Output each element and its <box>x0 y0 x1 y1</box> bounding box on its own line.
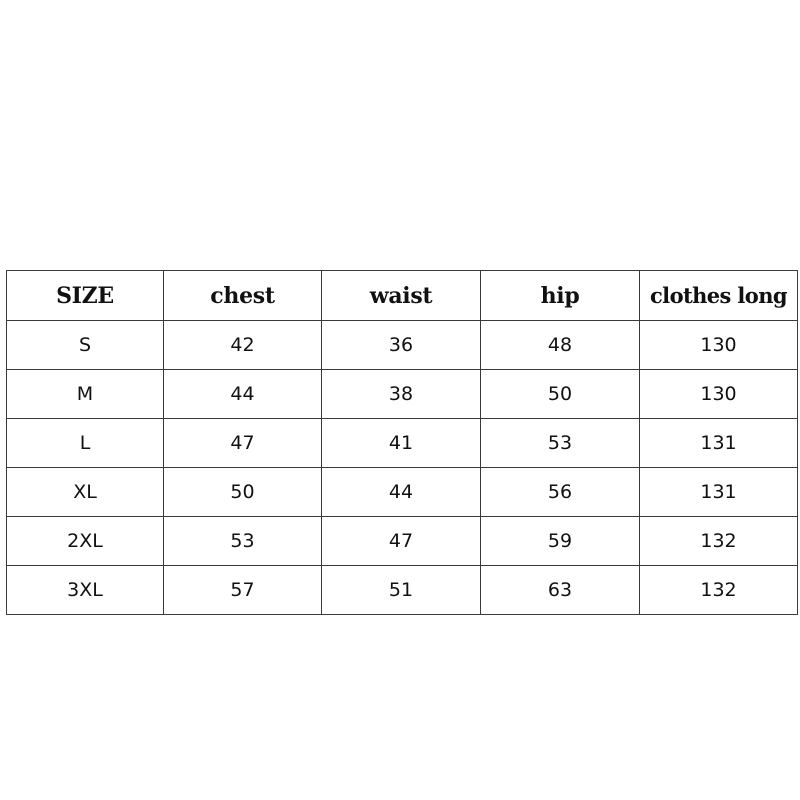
cell-clothes-long: 132 <box>640 517 798 566</box>
cell-size: 2XL <box>7 517 164 566</box>
header-waist: waist <box>322 271 481 321</box>
cell-hip: 53 <box>481 419 640 468</box>
table-row <box>7 370 798 419</box>
cell-hip: 56 <box>481 468 640 517</box>
cell-chest: 47 <box>164 419 322 468</box>
header-hip: hip <box>481 271 640 321</box>
cell-size: M <box>7 370 164 419</box>
table-row <box>7 517 798 566</box>
table-header-row <box>7 271 798 321</box>
cell-clothes-long: 130 <box>640 370 798 419</box>
table-row <box>7 566 798 615</box>
cell-size: S <box>7 321 164 370</box>
cell-waist: 44 <box>322 468 481 517</box>
cell-hip: 63 <box>481 566 640 615</box>
header-chest: chest <box>164 271 322 321</box>
cell-clothes-long: 131 <box>640 468 798 517</box>
cell-chest: 53 <box>164 517 322 566</box>
cell-waist: 51 <box>322 566 481 615</box>
table-row <box>7 321 798 370</box>
cell-waist: 38 <box>322 370 481 419</box>
cell-clothes-long: 131 <box>640 419 798 468</box>
table-row <box>7 468 798 517</box>
cell-waist: 41 <box>322 419 481 468</box>
cell-size: XL <box>7 468 164 517</box>
size-chart-table <box>6 270 798 615</box>
cell-clothes-long: 130 <box>640 321 798 370</box>
cell-chest: 50 <box>164 468 322 517</box>
cell-size: L <box>7 419 164 468</box>
cell-size: 3XL <box>7 566 164 615</box>
cell-chest: 44 <box>164 370 322 419</box>
cell-clothes-long: 132 <box>640 566 798 615</box>
cell-hip: 59 <box>481 517 640 566</box>
header-size: SIZE <box>7 271 164 321</box>
header-clothes-long: clothes long <box>640 271 798 321</box>
cell-hip: 48 <box>481 321 640 370</box>
cell-chest: 42 <box>164 321 322 370</box>
table-row <box>7 419 798 468</box>
cell-waist: 36 <box>322 321 481 370</box>
cell-chest: 57 <box>164 566 322 615</box>
cell-hip: 50 <box>481 370 640 419</box>
cell-waist: 47 <box>322 517 481 566</box>
